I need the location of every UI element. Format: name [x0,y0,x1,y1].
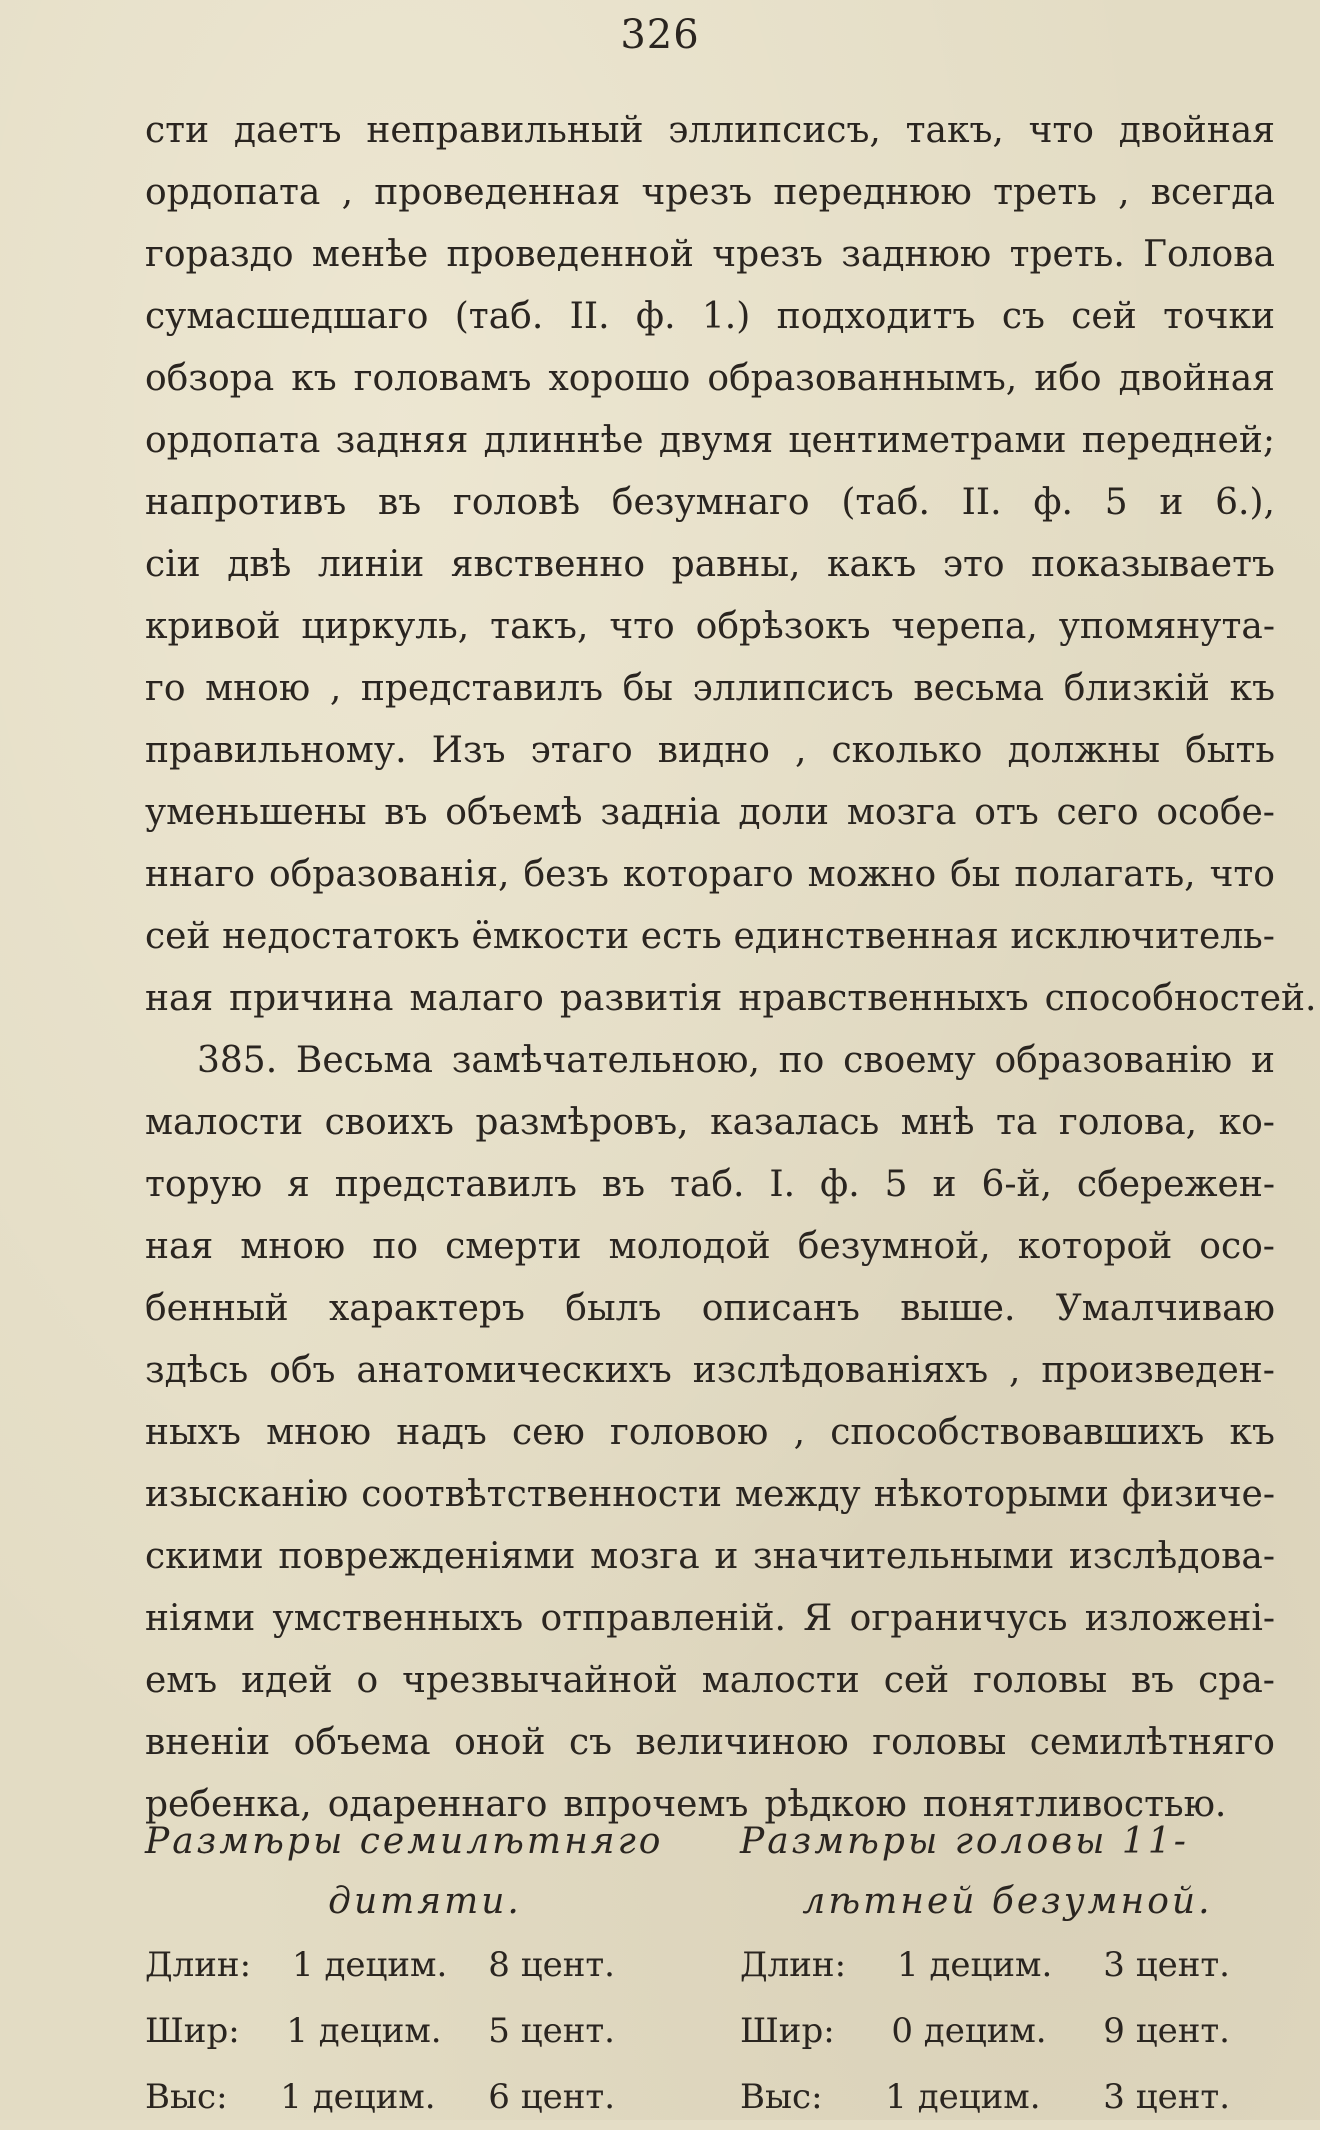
word: размѣровъ, [475,1102,689,1143]
text-line [145,906,1275,968]
word: къ [291,358,337,399]
word: по [372,1226,419,1267]
word: понятливостью. [922,1784,1227,1825]
measurement-row [145,2064,615,2130]
word: чрезвычайной [402,1660,678,1701]
word: оной [454,1722,546,1763]
word: этаго [530,730,633,771]
word: циркуль, [301,606,470,647]
word: впрочемъ [563,1784,749,1825]
word: Весьма [295,1040,433,1081]
word: быть [1185,730,1275,771]
word: смерти [445,1226,582,1267]
word: ф. [820,1164,860,1205]
measurement-label: Длин: [740,1945,847,1985]
word: по [778,1040,825,1081]
word: которой [1017,1226,1173,1267]
word: эллипсисъ, [668,110,881,151]
word: мнѣ [900,1102,975,1143]
measurements-section [145,1812,1275,2117]
measurement-label: Выс: [145,2077,228,2117]
word: малаго [409,978,544,1019]
word: та [995,1102,1038,1143]
word: головѣ [452,482,581,523]
text-line [145,410,1275,472]
word: ребенка, [145,1784,312,1825]
word: сіи [145,544,201,585]
word: явственно [450,544,646,585]
word: отъ [974,792,1039,833]
text-line [145,534,1275,596]
text-line [145,224,1275,286]
word: сей [1071,296,1137,337]
word: , [341,172,354,213]
measurement-centimeters: 3 цент. [1103,1945,1230,1985]
word: такъ, [490,606,589,647]
word: способностей. [1044,978,1317,1019]
word: нравственныхъ [738,978,1029,1019]
word: въ [1131,1660,1175,1701]
word: ныхъ [145,1412,241,1453]
word: ордопата [145,172,321,213]
measurements-insane-head [740,1812,1275,2130]
word: правильному. [145,730,407,771]
text-line [145,1092,1275,1154]
word: (таб. [841,482,930,523]
word: близкій [1063,668,1210,709]
text-line [145,1650,1275,1712]
text-line [145,100,1275,162]
text-line [145,1526,1275,1588]
word: Изъ [431,730,506,771]
measurement-decimeters: 1 децим. [897,1945,1053,1985]
word: это [942,544,1005,585]
word: казалась [710,1102,880,1143]
text-line [145,162,1275,224]
word: причина [229,978,394,1019]
word: треть [993,172,1097,213]
word: сбережен- [1076,1164,1275,1205]
word: мозга [846,792,957,833]
word: видно [657,730,770,771]
word: поврежденіями [278,1536,576,1577]
word: ннаго [145,854,255,895]
word: сею [512,1412,585,1453]
word: представилъ [360,668,603,709]
measurement-row [145,1998,615,2064]
word: 5 [884,1164,908,1205]
word: и [1159,482,1184,523]
word: двойная [1118,110,1275,151]
word: торую [145,1164,263,1205]
word: сего [1056,792,1139,833]
body-text [145,100,1317,1836]
text-line [145,1278,1275,1340]
word: недостатокъ [222,916,460,957]
word: есть [640,916,722,957]
word: ибо [1034,358,1102,399]
word: представилъ [334,1164,577,1205]
word: своему [843,1040,976,1081]
word: головою [610,1412,769,1453]
word: неправильный [366,110,644,151]
word: безъ [523,854,609,895]
word: такъ, [905,110,1004,151]
word: ёмкости [471,916,630,957]
measurement-decimeters: 1 децим. [292,1945,448,1985]
word: съ [1001,296,1045,337]
word: съ [568,1722,613,1763]
word: сумасшедшаго [145,296,429,337]
word: идей [241,1660,333,1701]
word: описанъ [701,1288,860,1329]
word: доли [738,792,830,833]
word: , [1009,1350,1021,1391]
word: малости [145,1102,304,1143]
word: (таб. [454,296,544,337]
word: исключитель- [1010,916,1275,957]
word: своихъ [324,1102,454,1143]
word: ко- [1218,1102,1275,1143]
measurement-decimeters: 1 децим. [280,2077,436,2117]
word: и [714,1536,739,1577]
word: одареннаго [327,1784,548,1825]
word: развитія [559,978,723,1019]
word: уменьшены [145,792,367,833]
word: сколько [831,730,983,771]
word: можно [807,854,937,895]
text-line [145,658,1275,720]
word: образованія, [268,854,510,895]
text-line [145,844,1275,906]
measurements-insane-heading: Размѣры головы 11- [740,1821,1189,1862]
word: длиннѣе [483,420,644,461]
word: физиче- [1121,1474,1275,1515]
word: ордопата [145,420,321,461]
word: равны, [671,544,801,585]
word: что [1028,110,1094,151]
word: способствовавшихъ [830,1412,1205,1453]
word: осо- [1199,1226,1275,1267]
word: бенный [145,1288,289,1329]
word: 6.), [1215,482,1275,523]
measurement-decimeters: 0 децим. [891,2011,1047,2051]
measurement-centimeters: 9 цент. [1103,2011,1230,2051]
word: рѣдкою [764,1784,907,1825]
word: въ [384,792,428,833]
word: къ [1229,668,1275,709]
word: безумнаго [611,482,810,523]
measurement-row [740,1932,1230,1998]
text-line [145,1712,1275,1774]
word: семилѣтняго [1029,1722,1275,1763]
word: чрезъ [712,234,823,275]
text-line [145,286,1275,348]
word: даетъ [233,110,342,151]
word: значительными [753,1536,1055,1577]
word: всегда [1150,172,1275,213]
word: бы [622,668,673,709]
word: что [609,606,675,647]
word: отправленій. [540,1598,786,1639]
text-line [145,782,1275,844]
text-line [145,1588,1275,1650]
word: II. [569,296,610,337]
word: мною [266,1412,372,1453]
word: мною [205,668,311,709]
word: сра- [1198,1660,1275,1701]
word: головамъ [353,358,532,399]
word: о [356,1660,379,1701]
text-line [145,348,1275,410]
measurement-row [145,1932,615,1998]
word: заднюю [841,234,992,275]
word: 5 [1104,482,1128,523]
word: менѣе [311,234,429,275]
word: передней; [1081,420,1275,461]
word: нѣкоторыми [873,1474,1109,1515]
word: образованнымъ, [707,358,1018,399]
measurement-decimeters: 1 децим. [286,2011,442,2051]
text-line [145,968,1317,1030]
word: сей [145,916,211,957]
word: , [1118,172,1130,213]
word: объемѣ [445,792,583,833]
word: весьма [913,668,1045,709]
text-line [145,720,1275,782]
word: линіи [317,544,425,585]
word: мозга [590,1536,700,1577]
word: я [287,1164,310,1205]
word: скими [145,1536,264,1577]
word: анатомическихъ [356,1350,672,1391]
word: обзора [145,358,275,399]
word: Голова [1143,234,1275,275]
word: бы [950,854,1001,895]
word: кривой [145,606,281,647]
word: ограничусь [849,1598,1068,1639]
word: гораздо [145,234,294,275]
word: здѣсь [145,1350,249,1391]
measurements-insane-heading-cont: лѣтней безумной. [802,1881,1213,1922]
word: II. [961,482,1002,523]
word: сти [145,110,210,151]
word: соотвѣтственности [361,1474,722,1515]
word: I. [769,1164,796,1205]
text-line [145,1030,1275,1092]
word: двумя [658,420,774,461]
text-line [145,1154,1275,1216]
word: какъ [826,544,917,585]
word: 6-й, [981,1164,1052,1205]
measurements-child-heading-cont: дитяти. [328,1881,522,1922]
word: къ [1229,1412,1275,1453]
word: головы [973,1660,1108,1701]
word: проведенная [374,172,621,213]
word: обрѣзокъ [695,606,871,647]
measurement-centimeters: 8 цент. [488,1945,615,1985]
word: ніями [145,1598,256,1639]
word: молодой [608,1226,771,1267]
word: задніа [600,792,721,833]
word: го [145,668,186,709]
word: величиною [635,1722,849,1763]
text-line [145,1216,1275,1278]
word: вненіи [145,1722,271,1763]
word: ная [145,1226,214,1267]
word: , [329,668,342,709]
word: надъ [396,1412,487,1453]
word: 385. [197,1040,278,1081]
word: единственная [733,916,999,957]
word: двойная [1118,358,1275,399]
word: чрезъ [641,172,753,213]
word: выше. [900,1288,1016,1329]
text-line [145,1464,1275,1526]
word: черепа, [891,606,1038,647]
measurements-child [145,1812,705,2130]
page-number: 326 [620,12,700,58]
measurements-child-heading: Размѣры семилѣтняго [145,1821,664,1862]
word: двѣ [227,544,292,585]
measurement-decimeters: 1 децим. [885,2077,1041,2117]
text-line [145,1402,1275,1464]
measurement-label: Длин: [145,1945,252,1985]
word: сей [883,1660,950,1701]
word: проведенной [446,234,694,275]
word: переднюю [773,172,972,213]
word: треть. [1009,234,1125,275]
word: точки [1163,296,1275,337]
word: изысканію [145,1474,349,1515]
word: мною [240,1226,346,1267]
word: малости [701,1660,860,1701]
measurement-label: Шир: [740,2011,835,2051]
word: ф. [635,296,676,337]
word: изслѣдова- [1068,1536,1275,1577]
word: изслѣдованіяхъ [692,1350,989,1391]
word: и [932,1164,957,1205]
measurement-centimeters: 6 цент. [488,2077,615,2117]
text-line [145,472,1275,534]
word: головы [872,1722,1007,1763]
text-line [145,1340,1275,1402]
word: въ [601,1164,646,1205]
word: образованію [994,1040,1233,1081]
word: безумной, [797,1226,991,1267]
word: хорошо [548,358,691,399]
word: напротивъ [145,482,347,523]
measurement-row [740,2064,1230,2130]
word: въ [378,482,422,523]
measurement-row [740,1998,1230,2064]
word: голова, [1058,1102,1198,1143]
word: особе- [1156,792,1275,833]
word: показываетъ [1031,544,1275,585]
word: Умалчиваю [1055,1288,1275,1329]
word: задняя [335,420,469,461]
measurement-label: Шир: [145,2011,240,2051]
word: изложені- [1084,1598,1275,1639]
word: замѣчательною, [451,1040,760,1081]
word: Я [803,1598,833,1639]
word: и [1250,1040,1275,1081]
word: центиметрами [788,420,1067,461]
word: полагать, [1014,854,1196,895]
word: объема [293,1722,431,1763]
word: подходитъ [776,296,976,337]
word: , [794,730,807,771]
word: должны [1007,730,1161,771]
word: объ [269,1350,336,1391]
word: былъ [565,1288,662,1329]
text-line [145,596,1275,658]
word: упомянута- [1058,606,1275,647]
measurement-centimeters: 3 цент. [1103,2077,1230,2117]
word: ная [145,978,214,1019]
word: ф. [1033,482,1073,523]
word: котораго [622,854,794,895]
word: что [1209,854,1275,895]
word: , [793,1412,806,1453]
word: умственныхъ [272,1598,524,1639]
measurement-centimeters: 5 цент. [488,2011,615,2051]
word: произведен- [1041,1350,1275,1391]
word: емъ [145,1660,218,1701]
measurement-label: Выс: [740,2077,823,2117]
word: характеръ [328,1288,525,1329]
word: 1.) [701,296,751,337]
word: между [734,1474,861,1515]
word: таб. [669,1164,745,1205]
word: эллипсисъ [692,668,894,709]
